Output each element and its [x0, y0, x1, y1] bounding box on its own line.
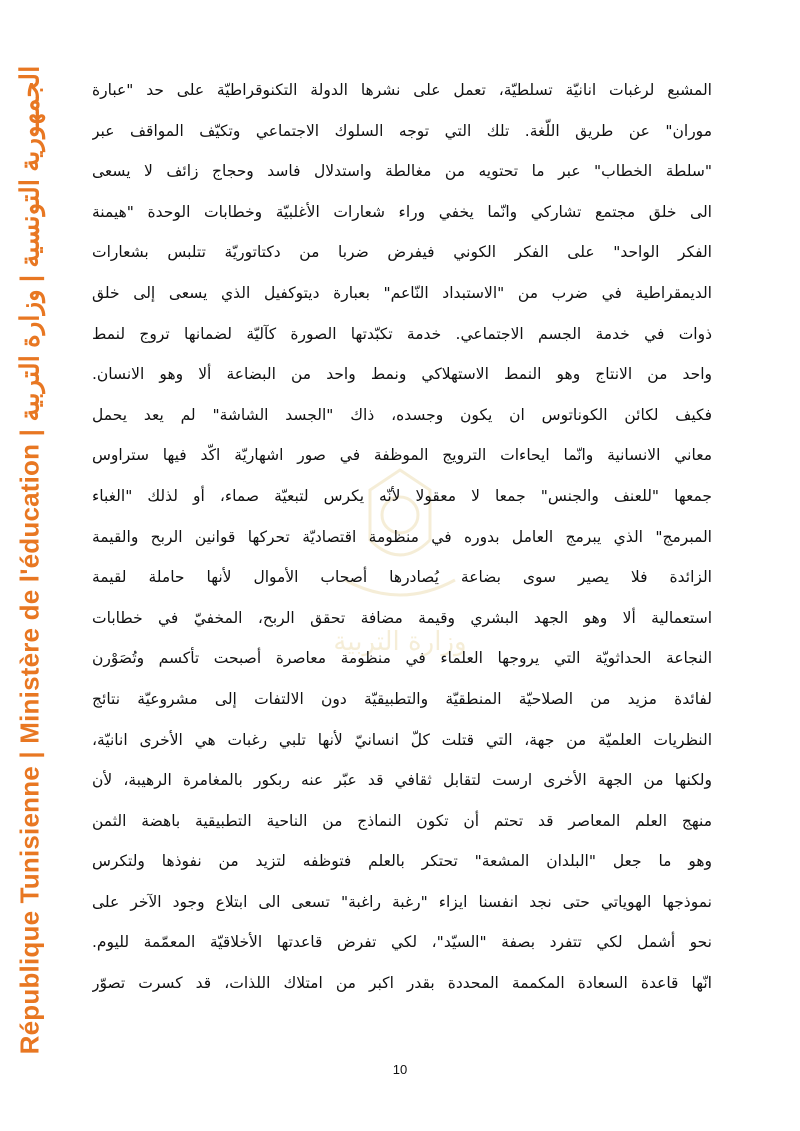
- text-line: ذوات في خدمة الجسم الاجتماعي. خدمة تكبّدتها الصورة كآليّة لضمانها تروج لنمط: [92, 324, 712, 343]
- text-line: فكيف لكائن الكوناتوس ان يكون وجسده، ذاك "الجسد الشاشة" لم يعد يحمل: [92, 405, 712, 424]
- text-line: الى خلق مجتمع تشاركي وانّما يخفي وراء شعارات الأغلبيّة وخطابات الوحدة "هيمنة: [92, 202, 712, 221]
- body-text: [92, 70, 712, 1004]
- side-banner-text: République Tunisienne | Ministère de l'éducation | الجمهورية التونسية | وزارة التربية: [14, 65, 45, 1055]
- text-line: ولكنها من الجهة الأخرى ارست لتقابل ثقافي قد عبّر عنه ربكور بالمغامرة الرهيبة، لأن: [92, 771, 712, 790]
- text-line: النظريات العلميّة من جهة، التي قتلت كلّ انسانيّ لأنها تلبي رغبات هي الأخرى انانيّة،: [92, 730, 712, 749]
- text-line: منهج العلم المعاصر قد تحتم أن تكون النماذج من الناحية التطبيقية باهضة الثمن: [92, 811, 712, 830]
- text-line: "سلطة الخطاب" عبر ما تحتويه من مغالطة واستدلال فاسد وحجاج زائف لا يسعى: [92, 162, 712, 181]
- text-line: لفائدة مزيد من الصلاحيّة المنطقيّة والتطبيقيّة دون الالتفات إلى مشروعيّة نتائج: [92, 689, 712, 708]
- text-line: استعمالية ألا وهو الجهد البشري وقيمة مضافة تحقق الربح، المخفيّ في خطابات: [92, 608, 712, 627]
- text-line: واحد من الانتاج وهو النمط الاستهلاكي ونمط واحد من البضاعة ألا وهو الانسان.: [92, 365, 712, 384]
- side-banner: [0, 65, 60, 1055]
- text-line: موران" عن طريق اللّغة. تلك التي توجه السلوك الاجتماعي وتكيّف المواقف عبر: [92, 121, 712, 140]
- text-line: المشبع لرغبات انانيّة تسلطيّة، تعمل على نشرها الدولة التكنوقراطيّة على حد "عبارة: [92, 81, 712, 99]
- text-line: معاني الانسانية وانّما ايحاءات الترويج الموظفة في صور اشهاريّة اكّد فيها ستراوس: [92, 446, 712, 465]
- text-line: الفكر الواحد" على الفكر الكوني فيفرض ضربا من دكتاتوريّة تتلبس بشعارات: [92, 243, 712, 262]
- text-line: نحو أشمل لكي تتفرد بصفة "السيّد"، لكي تفرض قاعدتها الأخلاقيّة المعمّمة لليوم.: [92, 933, 712, 952]
- text-line: المبرمج" الذي يبرمج العامل بدوره في منظومة اقتصاديّة تحركها قوانين الربح والقيمة: [92, 527, 712, 546]
- text-line: نموذجها الهوياتي حتى نجد انفسنا ايزاء "رغبة راغبة" تسعى الى ابتلاع وجود الآخر على: [92, 892, 712, 911]
- watermark-label: وزارة التربية: [333, 627, 467, 657]
- page-number: 10: [392, 1062, 408, 1077]
- text-line: الديمقراطية في ضرب من "الاستبداد النّاعم" بعبارة ديتوكفيل الذي يسعى إلى خلق: [92, 283, 712, 302]
- text-line: انّها قاعدة السعادة المكممة المحددة بقدر اكبر من امتلاك اللذات، قد كسرت تصوّر: [92, 974, 712, 993]
- text-line: الزائدة فلا يصير سوى بضاعة يُصادرها أصحاب الأموال لأنها حاملة لقيمة: [92, 568, 712, 587]
- text-line: النجاعة الحداثويّة التي يروجها العلماء في منظومة معاصرة أصبحت تأكسم وتُصَوْرن: [92, 649, 712, 668]
- text-line: جمعها "للعنف والجنس" جمعا لا معقولا لأنّه يكرس لتبعيّة صماء، أو لذلك "الغباء: [92, 486, 712, 505]
- text-line: وهو ما جعل "البلدان المشعة" تحتكر بالعلم فتوظفه لتزيد من نفوذها ولتكرس: [92, 852, 712, 871]
